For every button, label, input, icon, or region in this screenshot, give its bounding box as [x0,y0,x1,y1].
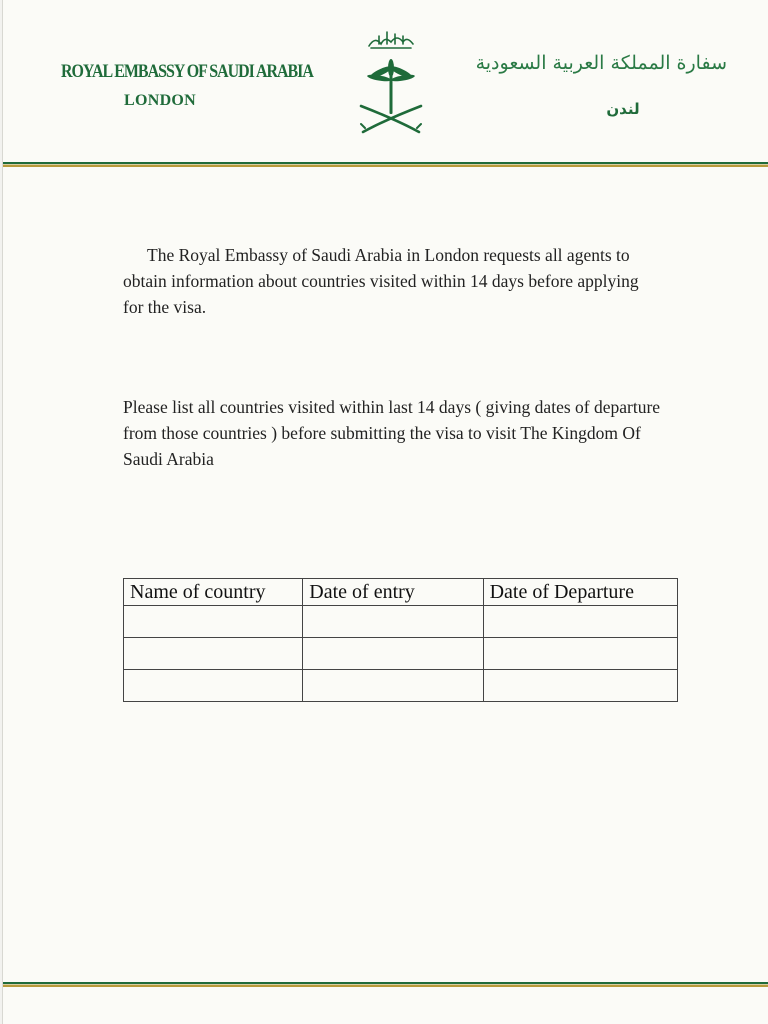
city-name-english: LONDON [124,92,197,109]
entry-date-cell[interactable] [303,670,483,702]
table-row [124,606,678,638]
footer-divider [3,982,768,987]
palm-tree-icon [367,59,416,114]
intro-paragraph: The Royal Embassy of Saudi Arabia in London requests all agents to obtain information about countries visited within 14 days before applying for the visa. [123,245,639,317]
column-header-country: Name of country [124,579,303,606]
column-header-entry-date: Date of entry [303,579,483,606]
country-cell[interactable] [124,670,303,702]
departure-date-cell[interactable] [483,606,677,638]
entry-date-cell[interactable] [303,606,483,638]
entry-date-cell[interactable] [303,638,483,670]
table-header-row [124,579,678,606]
instruction-paragraph: Please list all countries visited within last 14 days ( giving dates of departure from those countries ) before submitting the visa to visit The Kingdom Of Saudi Arabia [123,397,661,469]
country-cell[interactable] [124,638,303,670]
palm-and-crossed-swords-emblem-icon [355,24,427,138]
letterhead-page [2,0,768,1024]
departure-date-cell[interactable] [483,670,677,702]
country-cell[interactable] [124,606,303,638]
header-divider [3,162,768,167]
countries-visited-table [123,578,678,702]
table-row [124,670,678,702]
city-name-arabic: لندن [606,100,640,118]
embassy-name-english: ROYAL EMBASSY OF SAUDI ARABIA [61,61,313,82]
calligraphy-crest-icon [369,32,413,48]
column-header-departure-date: Date of Departure [483,579,677,606]
table-row [124,638,678,670]
departure-date-cell[interactable] [483,638,677,670]
letterhead-header [3,0,768,160]
embassy-name-arabic: سفارة المملكة العربية السعودية [475,52,727,74]
